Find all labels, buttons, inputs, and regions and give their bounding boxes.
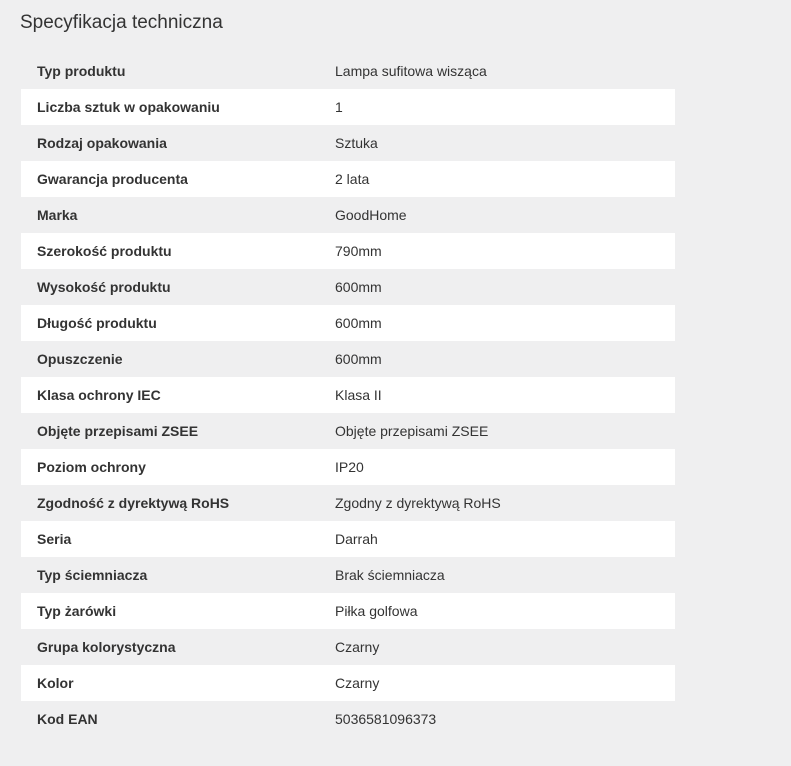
spec-value: Czarny <box>335 675 380 691</box>
spec-value: 600mm <box>335 351 382 367</box>
spec-label: Typ żarówki <box>37 603 117 619</box>
spec-label: Rodzaj opakowania <box>37 135 167 151</box>
spec-row-rodzaj-opakowania <box>21 125 675 161</box>
spec-value: 1 <box>335 99 343 115</box>
spec-label: Kod EAN <box>37 711 98 727</box>
spec-row-klasa-ochrony <box>21 377 675 413</box>
spec-label: Kolor <box>37 675 74 691</box>
spec-value: 600mm <box>335 315 382 331</box>
spec-label: Długość produktu <box>37 315 157 331</box>
spec-value: Brak ściemniacza <box>335 567 445 583</box>
spec-label: Zgodność z dyrektywą RoHS <box>37 495 230 511</box>
spec-label: Opuszczenie <box>37 351 123 367</box>
spec-row-typ-sciemniacza <box>21 557 675 593</box>
spec-value: 790mm <box>335 243 382 259</box>
spec-label: Seria <box>37 531 72 547</box>
spec-value: Darrah <box>335 531 378 547</box>
spec-row-liczba-sztuk <box>21 89 675 125</box>
spec-value: GoodHome <box>335 207 407 223</box>
spec-value: Sztuka <box>335 135 378 151</box>
spec-row-opuszczenie <box>21 341 675 377</box>
spec-row-kolor <box>21 665 675 701</box>
spec-row-seria <box>21 521 675 557</box>
spec-label: Klasa ochrony IEC <box>37 387 161 403</box>
spec-row-kod-ean <box>21 701 675 737</box>
spec-row-wysokosc <box>21 269 675 305</box>
spec-row-rohs <box>21 485 675 521</box>
spec-value: Klasa II <box>335 387 382 403</box>
spec-row-typ-zarowki <box>21 593 675 629</box>
spec-label: Gwarancja producenta <box>37 171 188 187</box>
spec-value: 600mm <box>335 279 382 295</box>
spec-row-dlugosc <box>21 305 675 341</box>
spec-value: Piłka golfowa <box>335 603 418 619</box>
spec-label: Typ produktu <box>37 63 126 79</box>
spec-table <box>21 53 675 737</box>
spec-label: Marka <box>37 207 78 223</box>
spec-row-poziom-ochrony <box>21 449 675 485</box>
spec-row-zsee <box>21 413 675 449</box>
spec-label: Objęte przepisami ZSEE <box>37 423 199 439</box>
spec-label: Wysokość produktu <box>37 279 171 295</box>
spec-label: Poziom ochrony <box>37 459 146 475</box>
spec-value: 5036581096373 <box>335 711 437 727</box>
spec-value: Zgodny z dyrektywą RoHS <box>335 495 501 511</box>
spec-value: 2 lata <box>335 171 370 187</box>
spec-value: Czarny <box>335 639 380 655</box>
spec-value: Lampa sufitowa wisząca <box>335 63 487 79</box>
spec-value: IP20 <box>335 459 364 475</box>
spec-row-szerokosc <box>21 233 675 269</box>
spec-label: Grupa kolorystyczna <box>37 639 176 655</box>
spec-row-marka <box>21 197 675 233</box>
section-title: Specyfikacja techniczna <box>20 12 223 33</box>
spec-label: Typ ściemniacza <box>37 567 148 583</box>
spec-row-gwarancja <box>21 161 675 197</box>
spec-value: Objęte przepisami ZSEE <box>335 423 489 439</box>
spec-label: Liczba sztuk w opakowaniu <box>37 99 220 115</box>
spec-row-grupa-kolorystyczna <box>21 629 675 665</box>
spec-row-typ-produktu <box>21 53 675 89</box>
spec-label: Szerokość produktu <box>37 243 172 259</box>
